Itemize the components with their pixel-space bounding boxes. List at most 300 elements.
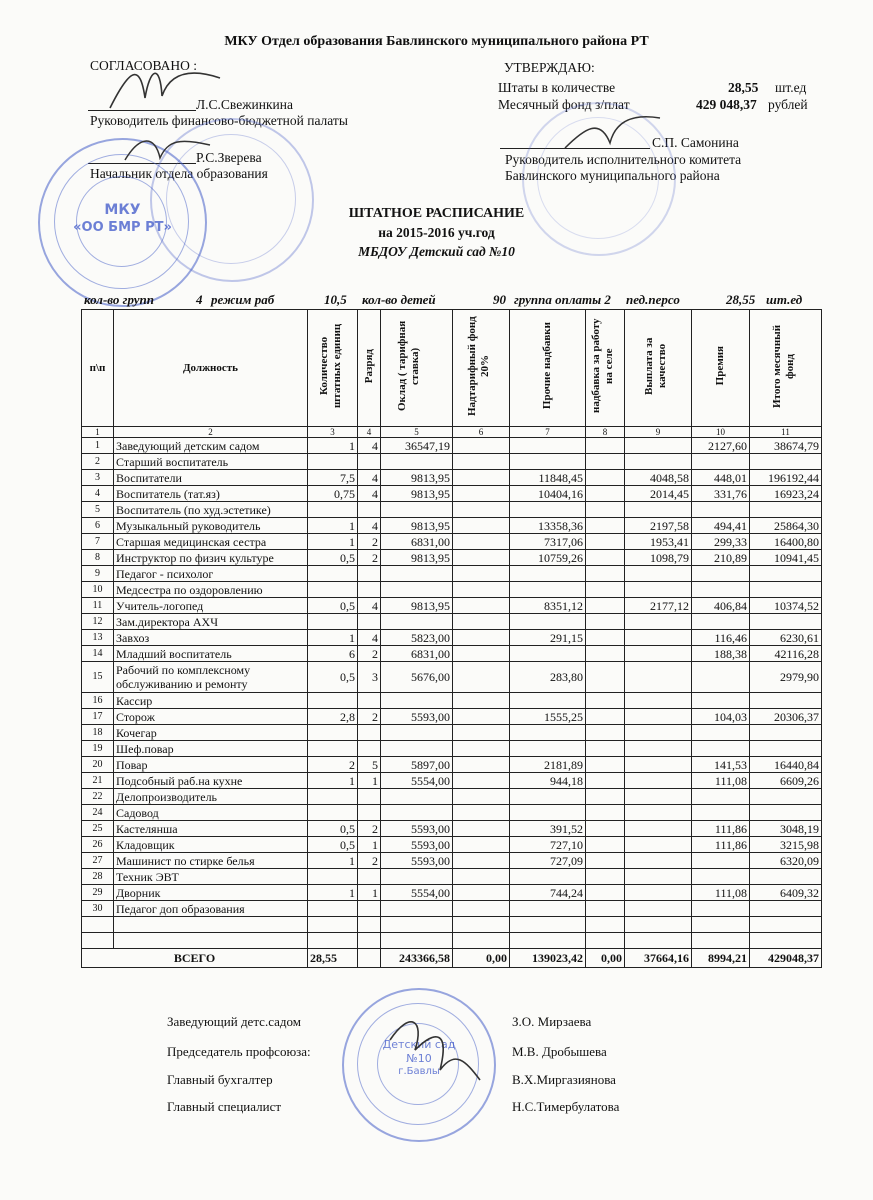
cell-other-bonus <box>510 741 586 757</box>
table-row <box>82 885 822 901</box>
cell-premium: 299,33 <box>692 534 750 550</box>
cell-quality <box>625 741 692 757</box>
cell-premium <box>692 725 750 741</box>
table-row <box>82 869 822 885</box>
cell-row-index: 20 <box>82 757 114 773</box>
sign-role-3: Главный бухгалтер <box>167 1072 273 1087</box>
cell-premium: 111,08 <box>692 885 750 901</box>
paygroup-label: группа оплаты 2 <box>514 292 611 307</box>
cell-other-bonus: 13358,36 <box>510 518 586 534</box>
cell-quality <box>625 789 692 805</box>
cell-other-bonus: 283,80 <box>510 662 586 693</box>
cell-grade: 2 <box>358 646 381 662</box>
table-row <box>82 454 822 470</box>
fund-unit: рублей <box>768 97 808 112</box>
cell-row-index: 13 <box>82 630 114 646</box>
cell-row-index: 19 <box>82 741 114 757</box>
cell-premium <box>692 853 750 869</box>
cell-row-total: 10374,52 <box>750 598 822 614</box>
cell-units: 1 <box>308 438 358 454</box>
cell-other-bonus <box>510 805 586 821</box>
cell-rural-bonus <box>586 869 625 885</box>
cell-position: Заведующий детским садом <box>114 438 308 454</box>
institution-name: МБДОУ Детский сад №10 <box>358 244 515 259</box>
cell-premium: 448,01 <box>692 470 750 486</box>
cell-rural-bonus <box>586 598 625 614</box>
table-row <box>82 502 822 518</box>
table-row <box>82 821 822 837</box>
cell-grade <box>358 693 381 709</box>
cell-position: Педагог - психолог <box>114 566 308 582</box>
mode-value: 10,5 <box>324 292 347 307</box>
cell-quality <box>625 630 692 646</box>
cell-other-bonus: 10404,16 <box>510 486 586 502</box>
cell-row-total <box>750 725 822 741</box>
cell-grade: 1 <box>358 885 381 901</box>
cell-salary <box>381 566 453 582</box>
cell-position: Воспитатели <box>114 470 308 486</box>
cell-position: Садовод <box>114 805 308 821</box>
cell-units: 0,5 <box>308 598 358 614</box>
seal-stamp-left: МКУ «ОО БМР РТ» <box>38 138 207 307</box>
table-row <box>82 757 822 773</box>
cell-over-tariff <box>453 614 510 630</box>
cell-quality <box>625 709 692 725</box>
cell-row-total: 16923,24 <box>750 486 822 502</box>
cell-premium: 188,38 <box>692 646 750 662</box>
col-header-premium: Премия <box>692 310 750 427</box>
cell-over-tariff <box>453 630 510 646</box>
cell-units: 7,5 <box>308 470 358 486</box>
cell-rural-bonus <box>586 518 625 534</box>
cell-row-index: 2 <box>82 454 114 470</box>
cell-units: 0,5 <box>308 550 358 566</box>
cell-over-tariff <box>453 869 510 885</box>
cell-over-tariff <box>453 662 510 693</box>
cell-units: 1 <box>308 534 358 550</box>
cell-position: Зам.директора АХЧ <box>114 614 308 630</box>
cell-over-tariff <box>453 805 510 821</box>
cell-position: Воспитатель (по худ.эстетике) <box>114 502 308 518</box>
cell-grade: 2 <box>358 853 381 869</box>
groups-label: кол-во групп <box>84 292 155 307</box>
col-header-position: Должность <box>114 310 308 427</box>
total-quality: 37664,16 <box>625 949 692 968</box>
table-row-empty <box>82 917 822 933</box>
table-row <box>82 693 822 709</box>
cell-salary: 5593,00 <box>381 853 453 869</box>
total-label: ВСЕГО <box>82 949 308 968</box>
cell-row-index: 3 <box>82 470 114 486</box>
cell-salary: 5823,00 <box>381 630 453 646</box>
table-row <box>82 837 822 853</box>
total-units: 28,55 <box>308 949 358 968</box>
cell-over-tariff <box>453 646 510 662</box>
cell-salary: 5554,00 <box>381 885 453 901</box>
cell-row-index: 26 <box>82 837 114 853</box>
cell-other-bonus: 944,18 <box>510 773 586 789</box>
cell-premium: 406,84 <box>692 598 750 614</box>
cell-other-bonus <box>510 901 586 917</box>
signer2-role: Начальник отдела образования <box>90 166 268 181</box>
cell-premium: 111,08 <box>692 773 750 789</box>
cell-premium: 116,46 <box>692 630 750 646</box>
signature-scribble-1 <box>100 58 240 118</box>
cell-over-tariff <box>453 518 510 534</box>
cell-row-total <box>750 502 822 518</box>
cell-rural-bonus <box>586 901 625 917</box>
cell-over-tariff <box>453 885 510 901</box>
cell-salary <box>381 693 453 709</box>
cell-row-total <box>750 789 822 805</box>
col-header-units: Количество штатных единиц <box>308 310 358 427</box>
cell-row-total <box>750 566 822 582</box>
cell-premium <box>692 662 750 693</box>
col-header-salary: Оклад ( тарифная ставка) <box>381 310 453 427</box>
cell-position: Подсобный раб.на кухне <box>114 773 308 789</box>
cell-row-total: 20306,37 <box>750 709 822 725</box>
cell-row-index: 5 <box>82 502 114 518</box>
cell-other-bonus: 291,15 <box>510 630 586 646</box>
cell-premium: 104,03 <box>692 709 750 725</box>
cell-position: Рабочий по комплексному обслуживанию и ремонту <box>114 662 308 693</box>
cell-units: 1 <box>308 853 358 869</box>
cell-salary: 9813,95 <box>381 470 453 486</box>
total-row <box>82 949 822 968</box>
cell-salary <box>381 789 453 805</box>
cell-quality <box>625 582 692 598</box>
cell-row-index: 29 <box>82 885 114 901</box>
cell-grade <box>358 901 381 917</box>
cell-units <box>308 789 358 805</box>
cell-grade: 2 <box>358 821 381 837</box>
cell-rural-bonus <box>586 566 625 582</box>
cell-other-bonus <box>510 646 586 662</box>
col-header-over-tariff: Надтарифный фонд 20% <box>453 310 510 427</box>
cell-quality: 2177,12 <box>625 598 692 614</box>
total-premium: 8994,21 <box>692 949 750 968</box>
mode-label: режим раб <box>211 292 275 307</box>
cell-row-index: 14 <box>82 646 114 662</box>
cell-position: Делопроизводитель <box>114 789 308 805</box>
cell-row-index: 4 <box>82 486 114 502</box>
signer2-name: Р.С.Зверева <box>196 150 262 165</box>
col-header-grade: Разряд <box>358 310 381 427</box>
cell-row-total <box>750 454 822 470</box>
staff-unit: шт.ед <box>775 80 807 95</box>
cell-rural-bonus <box>586 550 625 566</box>
cell-units <box>308 454 358 470</box>
cell-premium: 494,41 <box>692 518 750 534</box>
col-header-index: п\п <box>82 310 114 427</box>
cell-quality <box>625 454 692 470</box>
cell-over-tariff <box>453 821 510 837</box>
total-grade <box>358 949 381 968</box>
cell-premium <box>692 582 750 598</box>
cell-other-bonus: 10759,26 <box>510 550 586 566</box>
table-row <box>82 438 822 454</box>
document-year: на 2015-2016 уч.год <box>378 225 495 240</box>
cell-row-total: 3215,98 <box>750 837 822 853</box>
cell-rural-bonus <box>586 534 625 550</box>
cell-over-tariff <box>453 901 510 917</box>
ped-unit: шт.ед <box>766 292 803 307</box>
signer1-name: Л.С.Свежинкина <box>196 97 293 112</box>
cell-quality <box>625 837 692 853</box>
table-row <box>82 709 822 725</box>
col-header-quality: Выплата за качество <box>625 310 692 427</box>
cell-position: Техник ЭВТ <box>114 869 308 885</box>
cell-quality: 2014,45 <box>625 486 692 502</box>
cell-quality: 2197,58 <box>625 518 692 534</box>
cell-rural-bonus <box>586 486 625 502</box>
cell-row-index: 7 <box>82 534 114 550</box>
cell-units <box>308 741 358 757</box>
cell-units <box>308 614 358 630</box>
cell-over-tariff <box>453 550 510 566</box>
cell-row-index: 12 <box>82 614 114 630</box>
cell-other-bonus <box>510 438 586 454</box>
cell-grade: 5 <box>358 757 381 773</box>
table-row-empty <box>82 933 822 949</box>
cell-rural-bonus <box>586 630 625 646</box>
cell-row-index: 22 <box>82 789 114 805</box>
cell-premium: 141,53 <box>692 757 750 773</box>
agreed-label: СОГЛАСОВАНО : <box>90 58 198 73</box>
table-row <box>82 566 822 582</box>
cell-salary: 9813,95 <box>381 598 453 614</box>
cell-over-tariff <box>453 470 510 486</box>
cell-rural-bonus <box>586 885 625 901</box>
cell-premium: 210,89 <box>692 550 750 566</box>
cell-quality <box>625 502 692 518</box>
cell-quality <box>625 693 692 709</box>
cell-units: 0,5 <box>308 837 358 853</box>
cell-units <box>308 566 358 582</box>
cell-over-tariff <box>453 598 510 614</box>
cell-grade: 4 <box>358 438 381 454</box>
cell-position: Шеф.повар <box>114 741 308 757</box>
cell-other-bonus <box>510 502 586 518</box>
cell-position: Кассир <box>114 693 308 709</box>
total-fund: 429048,37 <box>750 949 822 968</box>
cell-quality <box>625 646 692 662</box>
cell-over-tariff <box>453 709 510 725</box>
cell-over-tariff <box>453 454 510 470</box>
cell-position: Сторож <box>114 709 308 725</box>
cell-row-total: 16440,84 <box>750 757 822 773</box>
cell-rural-bonus <box>586 662 625 693</box>
cell-rural-bonus <box>586 470 625 486</box>
cell-row-index: 27 <box>82 853 114 869</box>
cell-premium <box>692 614 750 630</box>
cell-salary <box>381 901 453 917</box>
cell-units: 0,5 <box>308 821 358 837</box>
cell-rural-bonus <box>586 454 625 470</box>
cell-units <box>308 725 358 741</box>
cell-rural-bonus <box>586 773 625 789</box>
cell-rural-bonus <box>586 853 625 869</box>
cell-other-bonus <box>510 614 586 630</box>
cell-premium: 111,86 <box>692 821 750 837</box>
table-row <box>82 805 822 821</box>
cell-salary <box>381 869 453 885</box>
cell-row-total <box>750 869 822 885</box>
cell-other-bonus: 391,52 <box>510 821 586 837</box>
staff-value: 28,55 <box>728 80 759 95</box>
cell-quality: 1098,79 <box>625 550 692 566</box>
signature-scribble-2 <box>120 130 220 170</box>
sign-name-3: В.Х.Миргазиянова <box>512 1072 616 1087</box>
cell-grade <box>358 502 381 518</box>
cell-grade: 1 <box>358 773 381 789</box>
cell-other-bonus: 727,09 <box>510 853 586 869</box>
cell-premium <box>692 693 750 709</box>
cell-row-index: 18 <box>82 725 114 741</box>
cell-over-tariff <box>453 837 510 853</box>
cell-grade: 4 <box>358 598 381 614</box>
col-header-rural-bonus: надбавка за работу на селе <box>586 310 625 427</box>
cell-row-total: 6230,61 <box>750 630 822 646</box>
cell-position: Медсестра по оздоровлению <box>114 582 308 598</box>
cell-grade <box>358 582 381 598</box>
cell-units <box>308 502 358 518</box>
cell-row-index: 16 <box>82 693 114 709</box>
cell-over-tariff <box>453 725 510 741</box>
cell-salary: 5897,00 <box>381 757 453 773</box>
cell-row-index: 1 <box>82 438 114 454</box>
cell-grade: 1 <box>358 837 381 853</box>
groups-value: 4 <box>196 292 203 307</box>
table-row <box>82 901 822 917</box>
cell-rural-bonus <box>586 725 625 741</box>
cell-grade: 4 <box>358 470 381 486</box>
cell-salary: 9813,95 <box>381 486 453 502</box>
cell-other-bonus <box>510 789 586 805</box>
cell-premium: 331,76 <box>692 486 750 502</box>
cell-rural-bonus <box>586 821 625 837</box>
table-row <box>82 853 822 869</box>
cell-units <box>308 693 358 709</box>
children-value: 90 <box>493 292 506 307</box>
cell-rural-bonus <box>586 805 625 821</box>
cell-row-index: 6 <box>82 518 114 534</box>
cell-grade <box>358 869 381 885</box>
cell-grade: 4 <box>358 486 381 502</box>
cell-row-total: 3048,19 <box>750 821 822 837</box>
approve-label: УТВЕРЖДАЮ: <box>504 60 595 75</box>
cell-over-tariff <box>453 741 510 757</box>
cell-grade <box>358 805 381 821</box>
cell-units: 2,8 <box>308 709 358 725</box>
cell-salary: 5593,00 <box>381 821 453 837</box>
cell-row-total: 196192,44 <box>750 470 822 486</box>
cell-row-index: 28 <box>82 869 114 885</box>
cell-salary <box>381 582 453 598</box>
cell-salary <box>381 741 453 757</box>
cell-units <box>308 901 358 917</box>
table-row <box>82 773 822 789</box>
cell-row-index: 21 <box>82 773 114 789</box>
seal-stamp-bottom: Детский сад №10 г.Бавлы <box>342 988 496 1142</box>
cell-salary <box>381 725 453 741</box>
table-row <box>82 518 822 534</box>
cell-other-bonus <box>510 582 586 598</box>
cell-grade <box>358 741 381 757</box>
cell-units: 2 <box>308 757 358 773</box>
cell-rural-bonus <box>586 789 625 805</box>
cell-quality <box>625 757 692 773</box>
cell-salary: 5593,00 <box>381 709 453 725</box>
cell-position: Кладовщик <box>114 837 308 853</box>
cell-quality <box>625 901 692 917</box>
cell-position: Старшая медицинская сестра <box>114 534 308 550</box>
cell-units: 0,75 <box>308 486 358 502</box>
cell-grade <box>358 454 381 470</box>
cell-rural-bonus <box>586 757 625 773</box>
table-row <box>82 534 822 550</box>
cell-grade: 2 <box>358 534 381 550</box>
table-row <box>82 486 822 502</box>
cell-salary <box>381 805 453 821</box>
document-title: ШТАТНОЕ РАСПИСАНИЕ <box>348 206 525 221</box>
cell-grade: 3 <box>358 662 381 693</box>
cell-salary: 36547,19 <box>381 438 453 454</box>
cell-row-total: 16400,80 <box>750 534 822 550</box>
cell-over-tariff <box>453 773 510 789</box>
cell-rural-bonus <box>586 709 625 725</box>
sign-name-4: Н.С.Тимербулатова <box>512 1099 620 1114</box>
staff-label: Штаты в количестве <box>498 80 616 95</box>
cell-position: Завхоз <box>114 630 308 646</box>
cell-row-total: 6409,32 <box>750 885 822 901</box>
cell-salary: 9813,95 <box>381 518 453 534</box>
cell-row-index: 25 <box>82 821 114 837</box>
approver-name: С.П. Самонина <box>652 135 739 150</box>
cell-grade <box>358 725 381 741</box>
cell-salary: 6831,00 <box>381 534 453 550</box>
signer1-role: Руководитель финансово-бюджетной палаты <box>90 113 348 128</box>
cell-position: Учитель-логопед <box>114 598 308 614</box>
fund-value: 429 048,37 <box>696 97 757 112</box>
sign-role-1: Заведующий детс.садом <box>167 1014 301 1029</box>
cell-quality <box>625 662 692 693</box>
signature-scribble-3 <box>560 108 670 158</box>
cell-units: 1 <box>308 885 358 901</box>
total-salary: 243366,58 <box>381 949 453 968</box>
cell-other-bonus <box>510 725 586 741</box>
cell-premium: 111,86 <box>692 837 750 853</box>
cell-other-bonus <box>510 566 586 582</box>
cell-rural-bonus <box>586 614 625 630</box>
cell-units: 6 <box>308 646 358 662</box>
cell-row-total: 6320,09 <box>750 853 822 869</box>
table-row <box>82 662 822 693</box>
cell-position: Дворник <box>114 885 308 901</box>
cell-salary <box>381 502 453 518</box>
cell-row-total: 38674,79 <box>750 438 822 454</box>
cell-other-bonus: 7317,06 <box>510 534 586 550</box>
cell-row-index: 11 <box>82 598 114 614</box>
cell-units <box>308 582 358 598</box>
cell-row-index: 24 <box>82 805 114 821</box>
cell-other-bonus: 744,24 <box>510 885 586 901</box>
cell-position: Машинист по стирке белья <box>114 853 308 869</box>
ped-value: 28,55 <box>726 292 756 307</box>
table-row <box>82 550 822 566</box>
cell-quality <box>625 805 692 821</box>
ped-label: пед.персо <box>626 292 680 307</box>
